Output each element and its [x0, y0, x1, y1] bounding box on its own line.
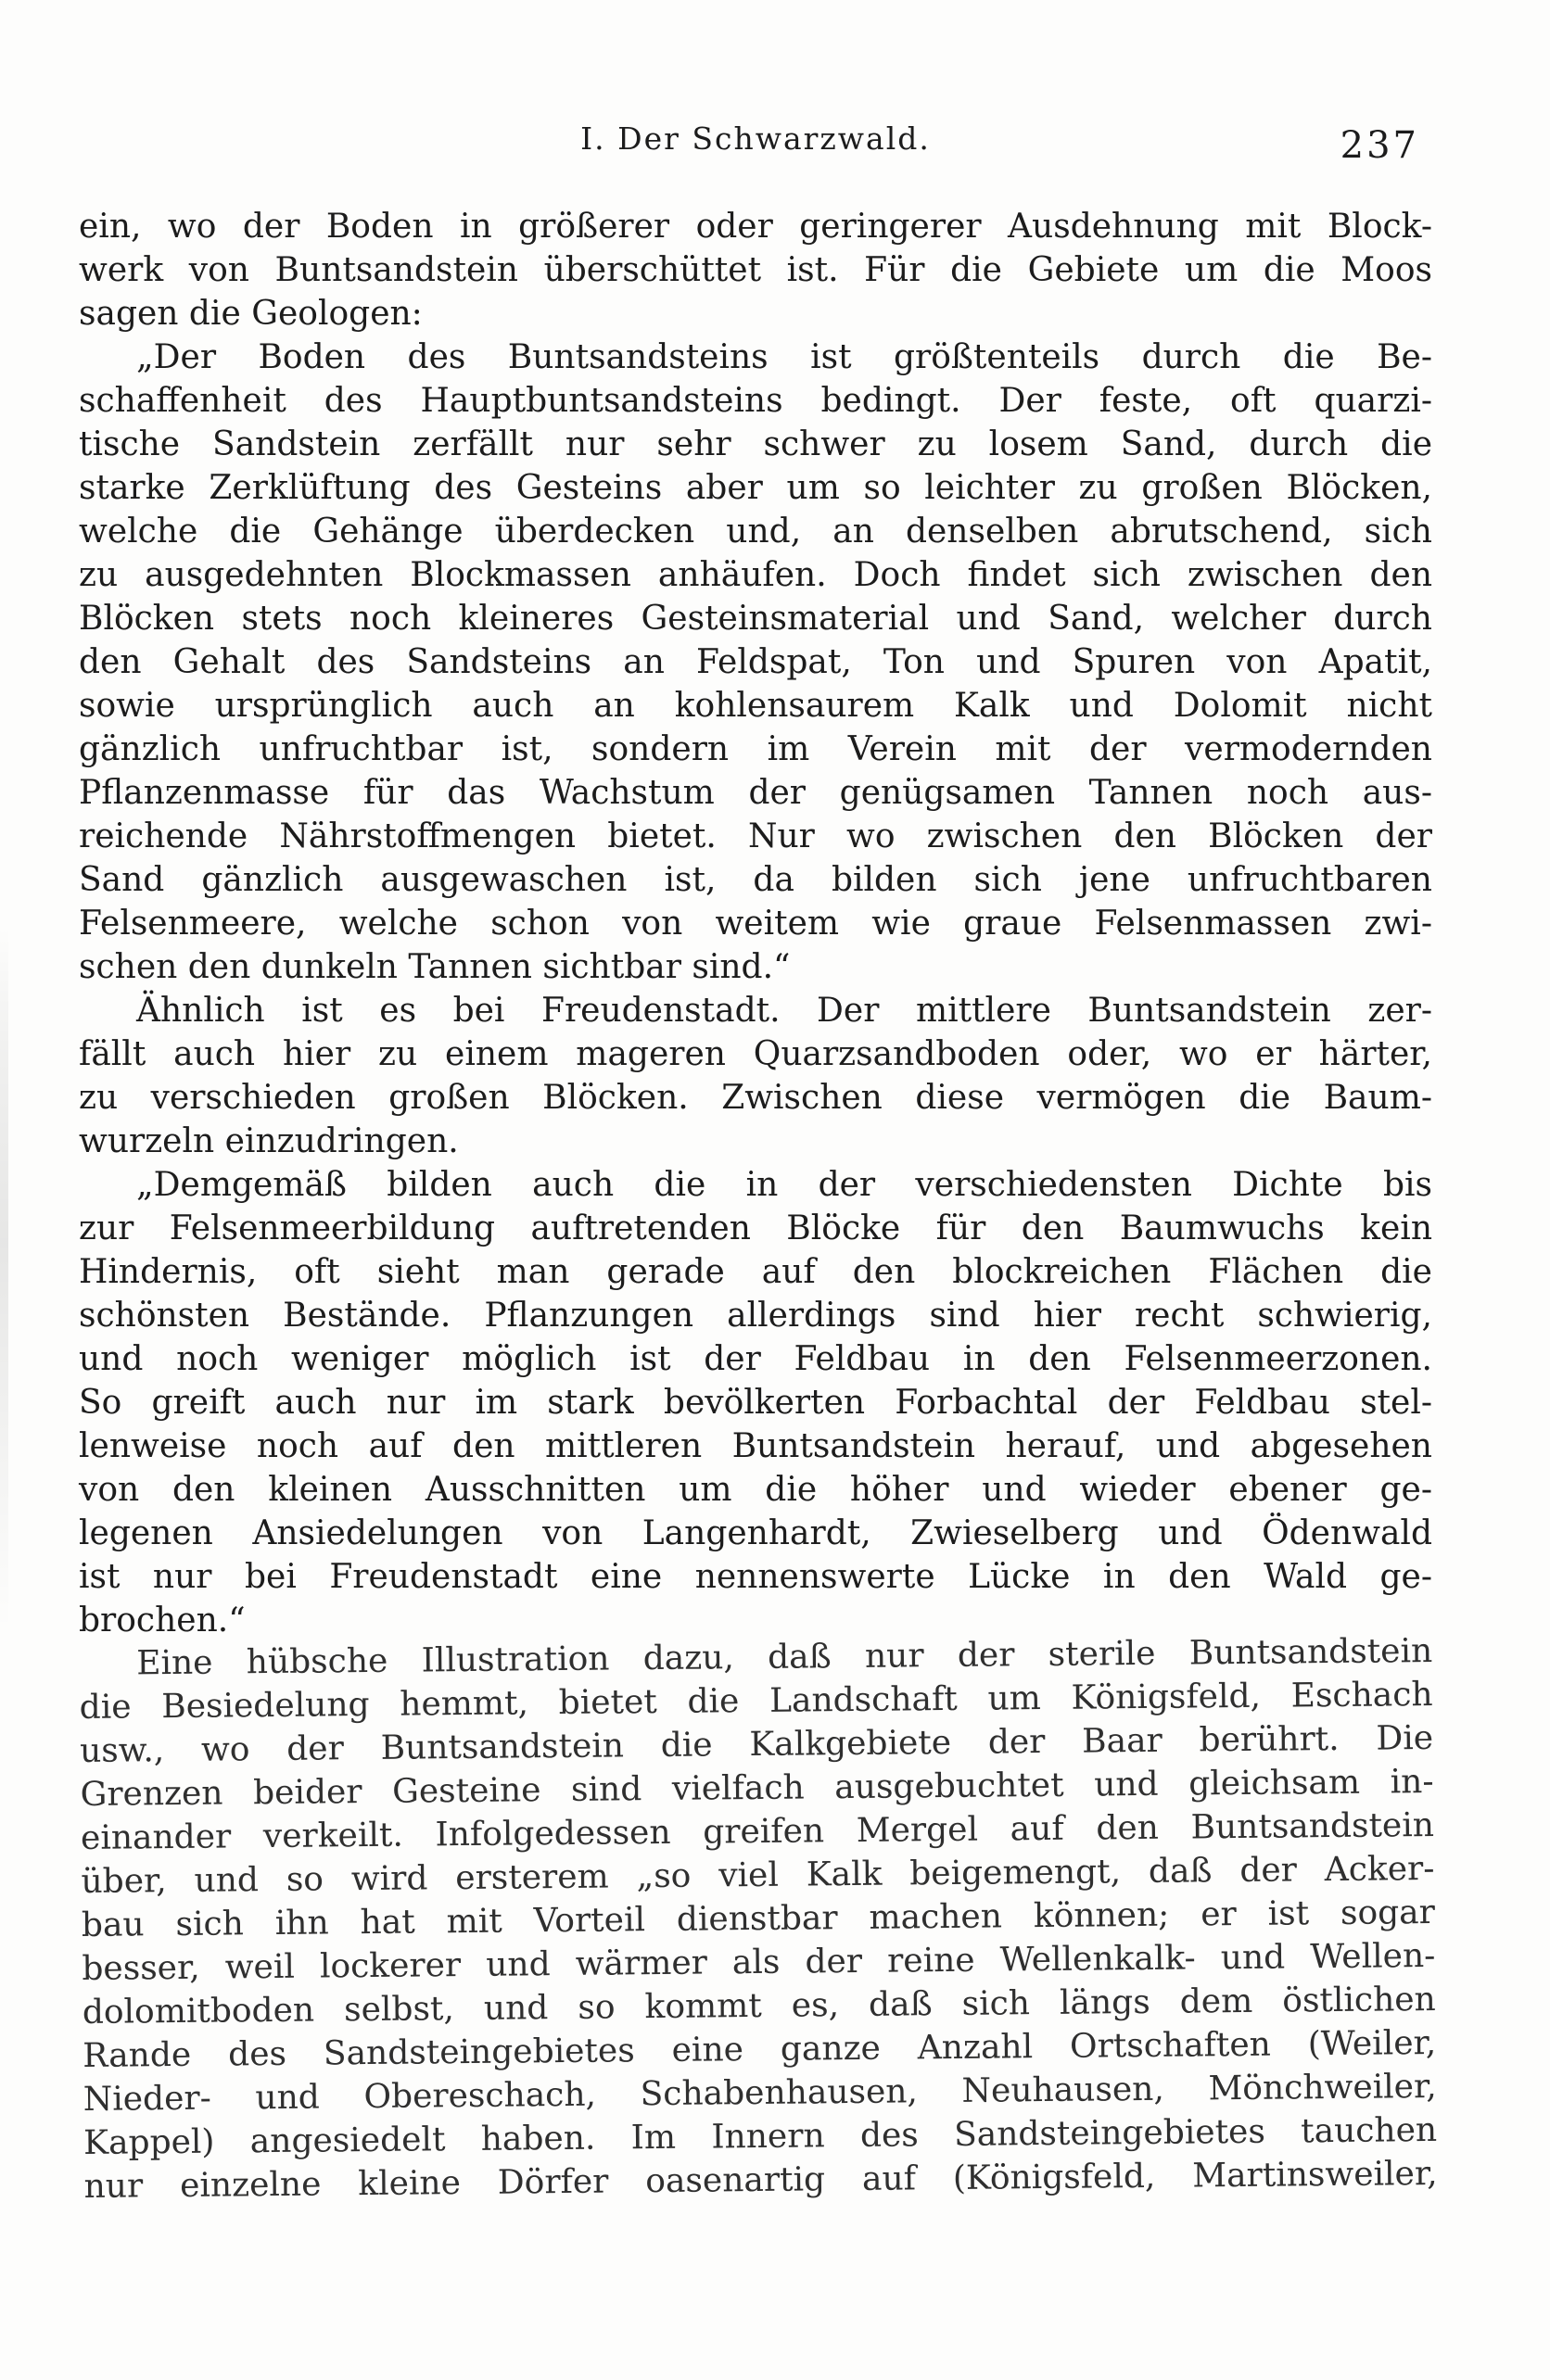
text-line: welche die Gehänge überdecken und, an denselben abrutschend, sich — [79, 513, 1432, 551]
text-line: ein, wo der Boden in größerer oder geringerer Ausdehnung mit Block- — [79, 208, 1432, 246]
text-line: Ähnlich ist es bei Freudenstadt. Der mittlere Buntsandstein zer- — [136, 992, 1432, 1030]
scan-edge-artifact — [0, 927, 8, 1631]
text-line: Felsenmeere, welche schon von weitem wie graue Felsenmassen zwi- — [79, 905, 1432, 943]
text-line: lenweise noch auf den mittleren Buntsandstein herauf, und abgesehen — [79, 1427, 1432, 1465]
text-line: fällt auch hier zu einem mageren Quarzsandboden oder, wo er härter, — [79, 1035, 1432, 1073]
paragraph — [79, 205, 1432, 335]
text-line: sagen die Geologen: — [79, 295, 423, 333]
text-line: schaffenheit des Hauptbuntsandsteins bedingt. Der feste, oft quarzi- — [79, 382, 1432, 420]
text-line: reichende Nährstoffmengen bietet. Nur wo zwischen den Blöcken der — [79, 817, 1432, 855]
text-line: schen den dunkeln Tannen sichtbar sind.“ — [79, 948, 791, 986]
paragraph — [79, 989, 1432, 1163]
text-line: Grenzen beider Gesteine sind vielfach ausgebuchtet und gleichsam in- — [80, 1762, 1434, 1814]
text-line: zu verschieden großen Blöcken. Zwischen diese vermögen die Baum- — [79, 1079, 1432, 1117]
text-line: einander verkeilt. Infolgedessen greifen Mergel auf den Buntsandstein — [80, 1805, 1435, 1857]
text-line: gänzlich unfruchtbar ist, sondern im Verein mit der vermodernden — [79, 730, 1432, 768]
text-line: usw., wo der Buntsandstein die Kalkgebiete der Baar berührt. Die — [79, 1718, 1434, 1770]
page-number: 237 — [1340, 124, 1419, 167]
text-line: brochen.“ — [79, 1601, 246, 1639]
text-line: Hindernis, oft sieht man gerade auf den blockreichen Flächen die — [79, 1253, 1432, 1291]
text-line: starke Zerklüftung des Gesteins aber um so leichter zu großen Blöcken, — [79, 469, 1432, 507]
text-line: legenen Ansiedelungen von Langenhardt, Zwieselberg und Ödenwald — [79, 1514, 1432, 1552]
text-line: besser, weil lockerer und wärmer als der reine Wellenkalk- und Wellen- — [82, 1936, 1436, 1988]
text-line: „Der Boden des Buntsandsteins ist größtenteils durch die Be- — [136, 338, 1432, 376]
text-line: schönsten Bestände. Pflanzungen allerdings sind hier recht schwierig, — [79, 1297, 1432, 1335]
text-line: Eine hübsche Illustration dazu, daß nur der sterile Buntsandstein — [136, 1631, 1433, 1683]
running-header — [79, 117, 1432, 172]
text-line: Blöcken stets noch kleineres Gesteinsmaterial und Sand, welcher durch — [79, 600, 1432, 638]
text-line: Nieder- und Obereschach, Schabenhausen, Neuhausen, Mönchweiler, — [83, 2067, 1437, 2119]
text-line: dolomitboden selbst, und so kommt es, daß sich längs dem östlichen — [82, 1980, 1436, 2032]
text-line: bau sich ihn hat mit Vorteil dienstbar machen können; er ist sogar — [81, 1893, 1436, 1944]
text-line: Rande des Sandsteingebietes eine ganze Anzahl Ortschaften (Weiler, — [83, 2023, 1437, 2075]
text-line: zur Felsenmeerbildung auftretenden Blöcke für den Baumwuchs kein — [79, 1209, 1432, 1247]
text-line: zu ausgedehnten Blockmassen anhäufen. Doch findet sich zwischen den — [79, 556, 1432, 594]
text-line: Kappel) angesiedelt haben. Im Innern des Sandsteingebietes tauchen — [83, 2110, 1438, 2162]
text-line: Pflanzenmasse für das Wachstum der genügsamen Tannen noch aus- — [79, 774, 1432, 812]
text-line: den Gehalt des Sandsteins an Feldspat, Ton und Spuren von Apatit, — [79, 643, 1432, 681]
text-line: nur einzelne kleine Dörfer oasenartig auf (Königsfeld, Martinsweiler, — [83, 2154, 1438, 2206]
text-line: „Demgemäß bilden auch die in der verschiedensten Dichte bis — [136, 1166, 1432, 1204]
page-text — [79, 205, 1438, 2209]
text-line: die Besiedelung hemmt, bietet die Landschaft um Königsfeld, Eschach — [79, 1675, 1433, 1727]
text-line: tische Sandstein zerfällt nur sehr schwer zu losem Sand, durch die — [79, 425, 1432, 463]
chapter-title: I. Der Schwarzwald. — [580, 120, 931, 157]
text-line: Sand gänzlich ausgewaschen ist, da bilden sich jene unfruchtbaren — [79, 861, 1432, 899]
text-line: werk von Buntsandstein überschüttet ist. Für die Gebiete um die Moos — [79, 251, 1432, 289]
text-line: ist nur bei Freudenstadt eine nennenswerte Lücke in den Wald ge- — [79, 1558, 1432, 1596]
text-line: und noch weniger möglich ist der Feldbau in den Felsenmeerzonen. — [79, 1340, 1432, 1378]
text-line: sowie ursprünglich auch an kohlensaurem Kalk und Dolomit nicht — [79, 687, 1432, 725]
paragraph — [79, 335, 1432, 989]
paragraph — [79, 1629, 1438, 2209]
text-line: wurzeln einzudringen. — [79, 1122, 459, 1160]
text-line: über, und so wird ersterem „so viel Kalk beigemengt, daß der Acker- — [81, 1849, 1435, 1901]
text-line: So greift auch nur im stark bevölkerten Forbachtal der Feldbau stel- — [79, 1384, 1432, 1422]
paragraph — [79, 1163, 1432, 1642]
text-line: von den kleinen Ausschnitten um die höher und wieder ebener ge- — [79, 1471, 1432, 1509]
